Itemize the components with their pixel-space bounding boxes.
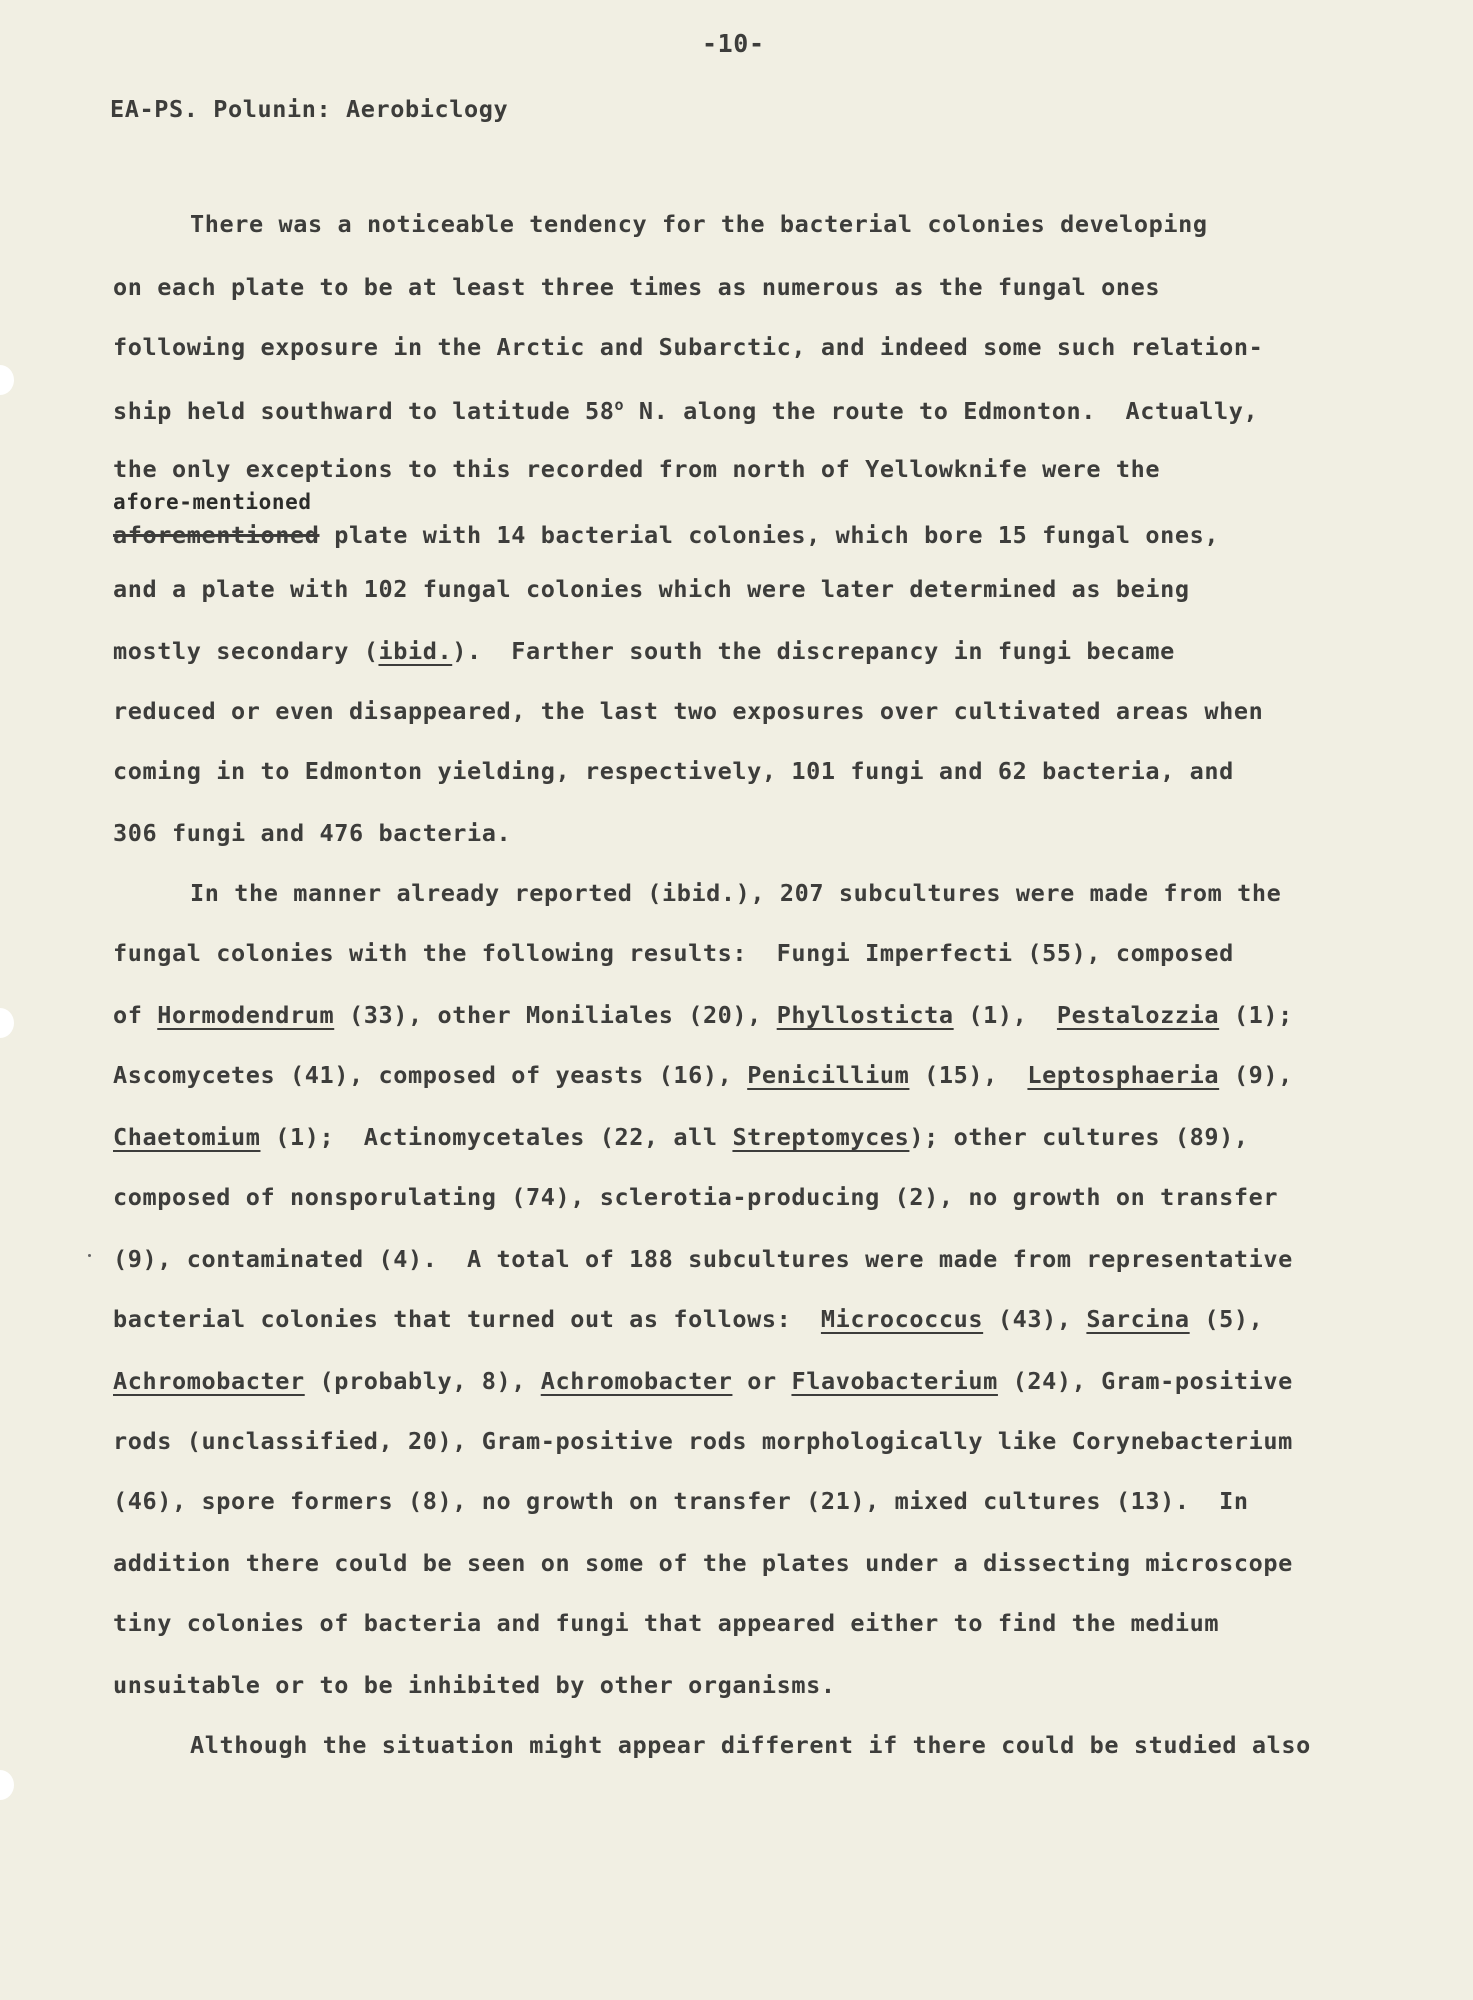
struck-word: aforementioned (113, 521, 320, 549)
text-line: ship held southward to latitude 58$^o$ N. along the route to Edmonton. Actually, (113, 396, 1259, 425)
text-line: aforementioned plate with 14 bacterial colonies, which bore 15 fungal ones, (113, 521, 1220, 549)
text-line: on each plate to be at least three times as numerous as the fungal ones (113, 273, 1161, 301)
text-line: Ascomycetes (41), composed of yeasts (16), Penicillium (15), Leptosphaeria (9), (113, 1061, 1293, 1089)
text-line: Although the situation might appear different if there could be studied also (190, 1731, 1311, 1759)
ink-speck (88, 1254, 91, 1257)
punch-hole (0, 365, 14, 395)
text-line: (46), spore formers (8), no growth on transfer (21), mixed cultures (13). In (113, 1487, 1249, 1515)
text-line: (9), contaminated (4). A total of 188 subcultures were made from representative (113, 1245, 1293, 1273)
text-line: mostly secondary (ibid.). Farther south the discrepancy in fungi became (113, 637, 1175, 665)
text-line: Chaetomium (1); Actinomycetales (22, all Streptomyces); other cultures (89), (113, 1123, 1249, 1151)
text-line: and a plate with 102 fungal colonies which were later determined as being (113, 575, 1190, 603)
page-number: -10- (702, 29, 765, 58)
text-line: following exposure in the Arctic and Subarctic, and indeed some such relation- (113, 333, 1264, 361)
punch-hole (0, 1008, 14, 1038)
text-line: addition there could be seen on some of the plates under a dissecting microscope (113, 1549, 1293, 1577)
text-line: unsuitable or to be inhibited by other organisms. (113, 1671, 836, 1699)
handwritten-insertion: afore-mentioned (113, 490, 312, 514)
text-line: tiny colonies of bacteria and fungi that appeared either to find the medium (113, 1609, 1220, 1637)
text-line: fungal colonies with the following results: Fungi Imperfecti (55), composed (113, 939, 1234, 967)
text-line: 306 fungi and 476 bacteria. (113, 819, 512, 847)
text-line: rods (unclassified, 20), Gram-positive rods morphologically like Corynebacterium (113, 1427, 1293, 1455)
text-line: reduced or even disappeared, the last two exposures over cultivated areas when (113, 697, 1264, 725)
text-line: There was a noticeable tendency for the bacterial colonies developing (190, 210, 1208, 238)
text-line: the only exceptions to this recorded from north of Yellowknife were the (113, 455, 1161, 483)
running-header: EA-PS. Polunin: Aerobiclogy (110, 95, 509, 123)
text-line: In the manner already reported (ibid.), 207 subcultures were made from the (190, 879, 1282, 907)
punch-hole (0, 1770, 14, 1800)
text-line: Achromobacter (probably, 8), Achromobacter or Flavobacterium (24), Gram-positive (113, 1367, 1293, 1395)
text-line: bacterial colonies that turned out as follows: Micrococcus (43), Sarcina (5), (113, 1305, 1264, 1333)
text-line: of Hormodendrum (33), other Moniliales (20), Phyllosticta (1), Pestalozzia (1); (113, 1001, 1293, 1029)
text-line: composed of nonsporulating (74), sclerotia-producing (2), no growth on transfer (113, 1183, 1279, 1211)
text-line: coming in to Edmonton yielding, respectively, 101 fungi and 62 bacteria, and (113, 757, 1234, 785)
